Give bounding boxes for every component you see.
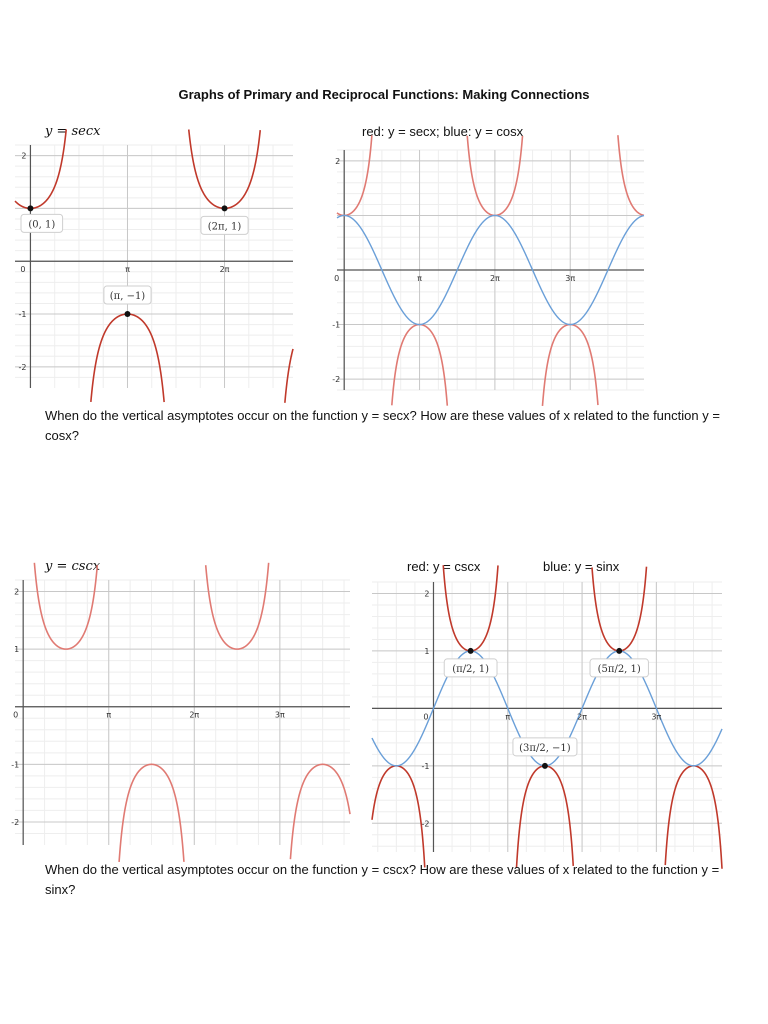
y-tick-label: 2: [335, 156, 341, 166]
csc-graph: [11, 580, 350, 845]
y-tick-label: -1: [421, 761, 430, 771]
point-marker: [616, 648, 622, 654]
y-tick-label: 2: [21, 151, 27, 161]
x-tick-label: 2π: [489, 274, 500, 283]
point-callout-label: (π/2, 1): [452, 663, 490, 675]
y-tick-label: -2: [11, 817, 20, 827]
sec-question: When do the vertical asymptotes occur on the function y = secx? How are these values of x related to the function y = cosx?: [45, 408, 720, 443]
x-tick-label: 2π: [189, 710, 200, 720]
x-tick-label: 0: [334, 274, 340, 283]
y-tick-label: -1: [18, 310, 27, 320]
point-marker: [124, 311, 130, 317]
x-tick-label: 2π: [219, 265, 230, 275]
x-tick-label: 3π: [274, 710, 285, 720]
sec-cos-graph: [332, 150, 644, 390]
y-tick-label: 1: [14, 645, 20, 655]
point-callout-label: (2π, 1): [207, 221, 242, 233]
point-callout-label: (5π/2, 1): [597, 663, 641, 675]
y-tick-label: 2: [14, 587, 20, 597]
curves: [15, 129, 293, 402]
x-tick-label: π: [417, 274, 422, 283]
csc-sin-caption-red: red: y = cscx: [407, 559, 481, 574]
point-callout-label: (0, 1): [28, 219, 56, 231]
x-tick-label: 2π: [577, 712, 588, 722]
y-tick-label: -2: [421, 819, 430, 829]
point-marker: [542, 763, 548, 769]
point-callout-label: (π, −1): [109, 291, 146, 303]
y-tick-label: -2: [332, 375, 341, 385]
point-marker: [27, 205, 33, 211]
csc-graph-caption: y = cscx: [45, 559, 101, 574]
sec-cos-graph-caption: red: y = secx; blue: y = cosx: [362, 124, 524, 139]
x-tick-label: π: [125, 265, 130, 275]
sec-curve: [15, 129, 293, 402]
x-tick-label: 0: [13, 710, 19, 720]
grid: [15, 580, 350, 845]
point-marker: [222, 205, 228, 211]
page-title: Graphs of Primary and Reciprocal Functions: Making Connections: [178, 87, 590, 102]
csc-sin-caption-blue: blue: y = sinx: [543, 559, 620, 574]
csc-sin-graph: [372, 582, 722, 852]
sec-graph-caption: y = secx: [45, 124, 101, 139]
csc-question: When do the vertical asymptotes occur on the function y = cscx? How are these values of x related to the function y = sinx?: [45, 862, 720, 897]
y-tick-label: -1: [11, 760, 20, 770]
y-tick-label: 1: [424, 646, 430, 656]
sec-graph: [15, 145, 293, 388]
x-tick-label: 0: [20, 265, 26, 275]
y-tick-label: 2: [424, 589, 430, 599]
x-tick-label: π: [106, 710, 112, 720]
y-tick-label: -2: [18, 362, 27, 372]
point-callout-label: (3π/2, −1): [519, 742, 571, 754]
y-tick-label: -1: [332, 320, 341, 330]
axes: [337, 150, 644, 390]
x-tick-label: 0: [423, 712, 429, 722]
x-tick-label: 3π: [565, 274, 576, 283]
point-marker: [468, 648, 474, 654]
axes: [15, 580, 350, 845]
x-tick-label: 3π: [651, 712, 662, 722]
x-tick-label: π: [505, 712, 511, 722]
